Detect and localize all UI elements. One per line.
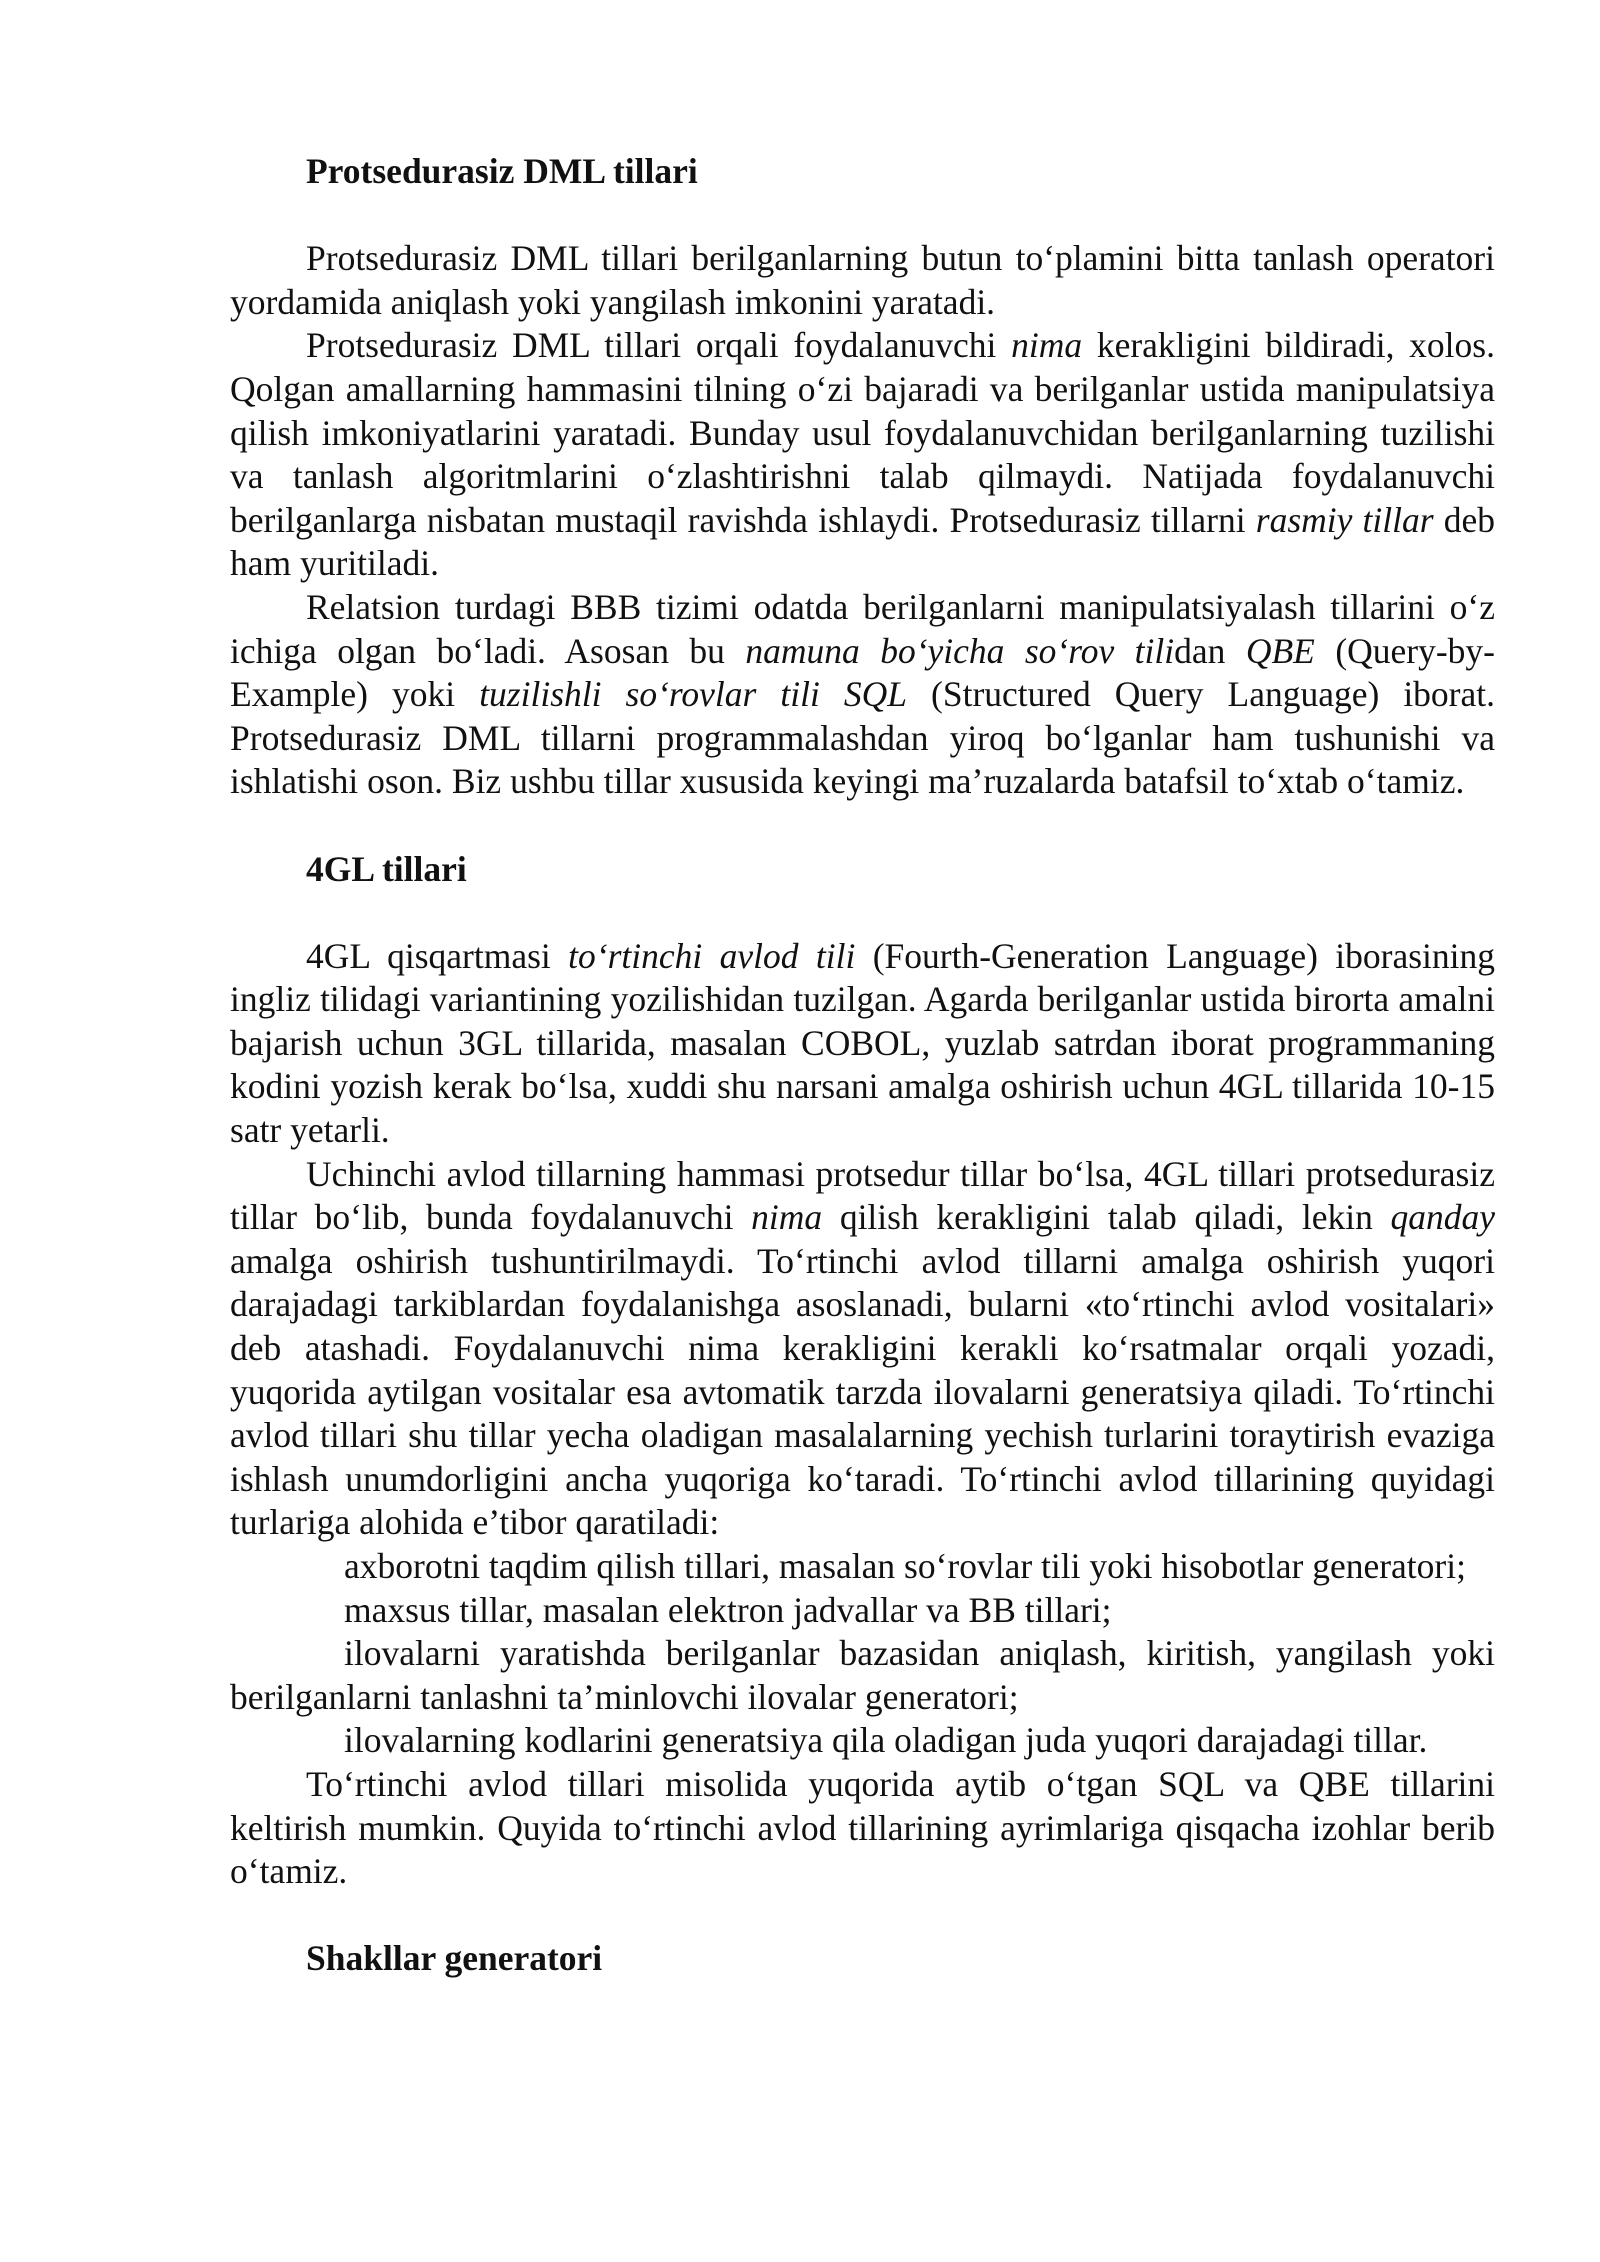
paragraph <box>230 324 1495 586</box>
list-item <box>230 1589 1495 1633</box>
text-run: dan <box>1174 630 1246 671</box>
italic-term: nima <box>751 1197 823 1238</box>
paragraph <box>230 935 1495 1153</box>
text-run: kerakligini bildiradi, xolos. Qolgan amallarning hammasini tilning o‘zi bajaradi va berilganlar ustida manipulatsiya qilish imkoniyatlarini yaratadi. Bunday usul foydalanuvchidan berilganlarning tuzilishi va tanlash algoritmlarini o‘zlashtirishni talab qilmaydi. Natijada foydalanuvchi berilganlarga nisbatan mustaqil ravishda ishlaydi. Protsedurasiz tillarni <box>230 325 1495 540</box>
text-run: ilovalarni yaratishda berilganlar bazasidan aniqlash, kiritish, yangilash yoki berilganlarni tanlashni ta’minlovchi ilovalar generatori; <box>230 1633 1495 1717</box>
italic-term: to‘rtinchi avlod tili <box>568 935 856 976</box>
text-run: deb ham yuritiladi. <box>230 499 1495 584</box>
section-heading-dml: Protsedurasiz DML tillari <box>306 151 698 191</box>
text-run: Relatsion turdagi BBB tizimi odatda berilganlarni manipulatsiyalash tillarini o‘z ichiga olgan bo‘ladi. Asosan bu <box>230 586 1495 671</box>
text-run: Uchinchi avlod tillarning hammasi protsedur tillar bo‘lsa, 4GL tillari protsedurasiz tillar bo‘lib, bunda foydalanuvchi <box>230 1153 1495 1238</box>
section-heading-4gl: 4GL tillari <box>306 848 467 889</box>
paragraph <box>230 1153 1495 1545</box>
text-run: maxsus tillar, masalan elektron jadvallar va BB tillari; <box>344 1589 1112 1630</box>
list-item <box>230 1632 1495 1719</box>
italic-term: QBE <box>1245 630 1315 671</box>
italic-term: nima <box>1011 325 1083 366</box>
list-item <box>230 1719 1495 1763</box>
text-run: Protsedurasiz DML tillari berilganlarning butun to‘plamini bitta tanlash operatori yordamida aniqlash yoki yangilash imkonini yaratadi. <box>230 238 1495 322</box>
text-run: ilovalarning kodlarini generatsiya qila oladigan juda yuqori darajadagi tillar. <box>344 1720 1428 1761</box>
paragraph <box>230 1763 1495 1894</box>
section-heading-forms: Shakllar generatori <box>306 1938 603 1979</box>
text-run: (Fourth-Generation Language) iborasining ingliz tilidagi variantining yozilishidan tuzilgan. Agarda berilganlar ustida birorta amalni bajarish uchun 3GL tillarida, masalan COBOL, yuzlab satrdan iborat programmaning kodini yozish kerak bo‘lsa, xuddi shu narsani amalga oshirish uchun 4GL tillarida 10-15 satr yetarli. <box>230 935 1495 1151</box>
text-run: amalga oshirish tushuntirilmaydi. To‘rtinchi avlod tillarni amalga oshirish yuqori darajadagi tarkiblardan foydalanishga asoslanadi, bularni «to‘rtinchi avlod vositalari» deb atashadi. Foydalanuvchi nima kerakligini kerakli ko‘rsatmalar orqali yozadi, yuqorida aytilgan vositalar esa avtomatik tarzda ilovalarni generatsiya qiladi. To‘rtinchi avlod tillari shu tillar yecha oladigan masalalarning yechish turlarini toraytirish evaziga ishlash unumdorligini ancha yuqoriga ko‘taradi. To‘rtinchi avlod tillarining quyidagi turlariga alohida e’tibor qaratiladi: <box>230 1240 1495 1543</box>
italic-term: namuna bo‘yicha so‘rov tili <box>745 630 1175 671</box>
text-run: qilish kerakligini talab qiladi, lekin <box>822 1197 1391 1238</box>
italic-term: qanday <box>1390 1197 1495 1238</box>
text-run: Protsedurasiz DML tillari orqali foydalanuvchi <box>306 325 1012 366</box>
text-run: (Query-by-Example) yoki <box>230 630 1496 715</box>
text-run: 4GL qisqartmasi <box>306 935 569 976</box>
list-item <box>230 1545 1495 1589</box>
text-run: (Structured Query Language) iborat. Protsedurasiz DML tillarni programmalashdan yiroq bo‘lganlar ham tushunishi va ishlatishi oson. Biz ushbu tillar xususida keyingi ma’ruzalarda batafsil to‘xtab o‘tamiz. <box>230 674 1496 802</box>
paragraph <box>230 237 1495 324</box>
italic-term: tuzilishli so‘rovlar tili SQL <box>479 674 907 715</box>
text-run: To‘rtinchi avlod tillari misolida yuqorida aytib o‘tgan SQL va QBE tillarini keltirish mumkin. Quyida to‘rtinchi avlod tillarining ayrimlariga qisqacha izohlar berib o‘tamiz. <box>230 1763 1495 1892</box>
paragraph <box>230 586 1495 804</box>
text-run: axborotni taqdim qilish tillari, masalan so‘rovlar tili yoki hisobotlar generatori; <box>344 1546 1466 1586</box>
italic-term: rasmiy tillar <box>1255 499 1434 540</box>
